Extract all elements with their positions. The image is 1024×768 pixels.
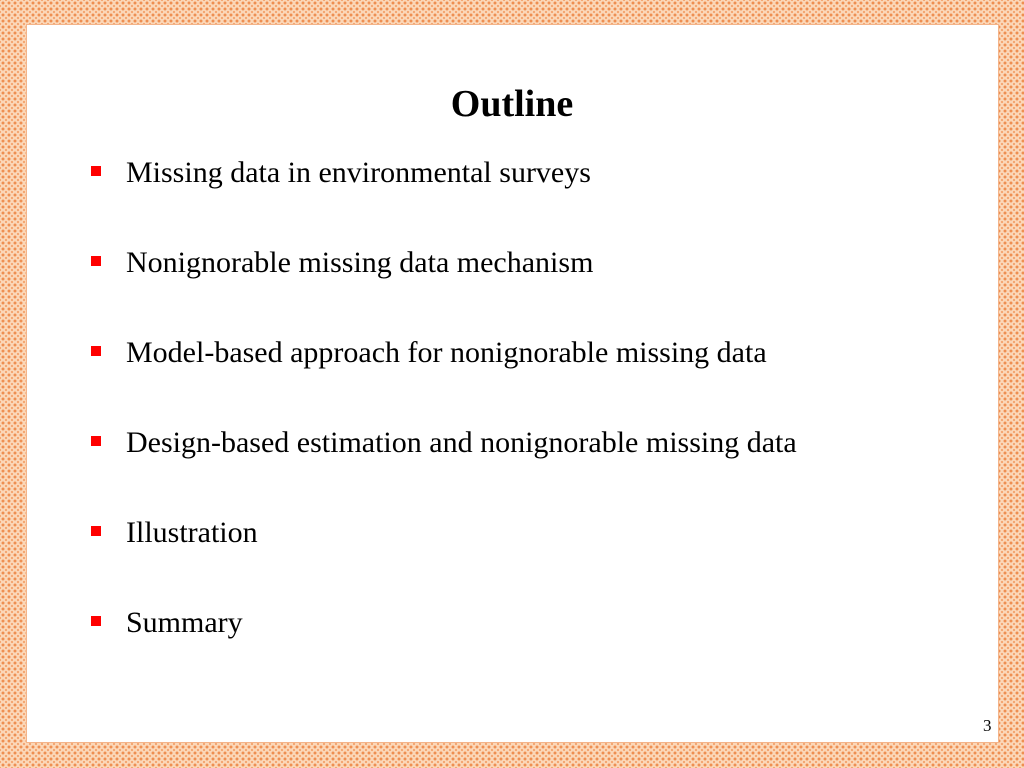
square-bullet-icon — [91, 616, 101, 626]
bullet-item — [90, 427, 990, 467]
bullet-text: Illustration — [126, 516, 258, 549]
square-bullet-icon — [91, 526, 101, 536]
bullet-text: Nonignorable missing data mechanism — [126, 246, 594, 279]
bullet-item — [90, 247, 990, 287]
bullet-text: Design-based estimation and nonignorable missing data — [126, 426, 797, 459]
page-number: 3 — [983, 716, 992, 735]
square-bullet-icon — [91, 346, 101, 356]
square-bullet-icon — [91, 166, 101, 176]
bullet-item — [90, 337, 990, 377]
square-bullet-icon — [91, 256, 101, 266]
bullet-text: Summary — [126, 606, 243, 639]
bullet-item — [90, 157, 990, 197]
square-bullet-icon — [91, 436, 101, 446]
slide-title: Outline — [450, 83, 574, 125]
bullet-text: Missing data in environmental surveys — [126, 156, 591, 189]
bullet-text: Model-based approach for nonignorable missing data — [126, 336, 767, 369]
bullet-item — [90, 607, 990, 647]
bullet-item — [90, 517, 990, 557]
